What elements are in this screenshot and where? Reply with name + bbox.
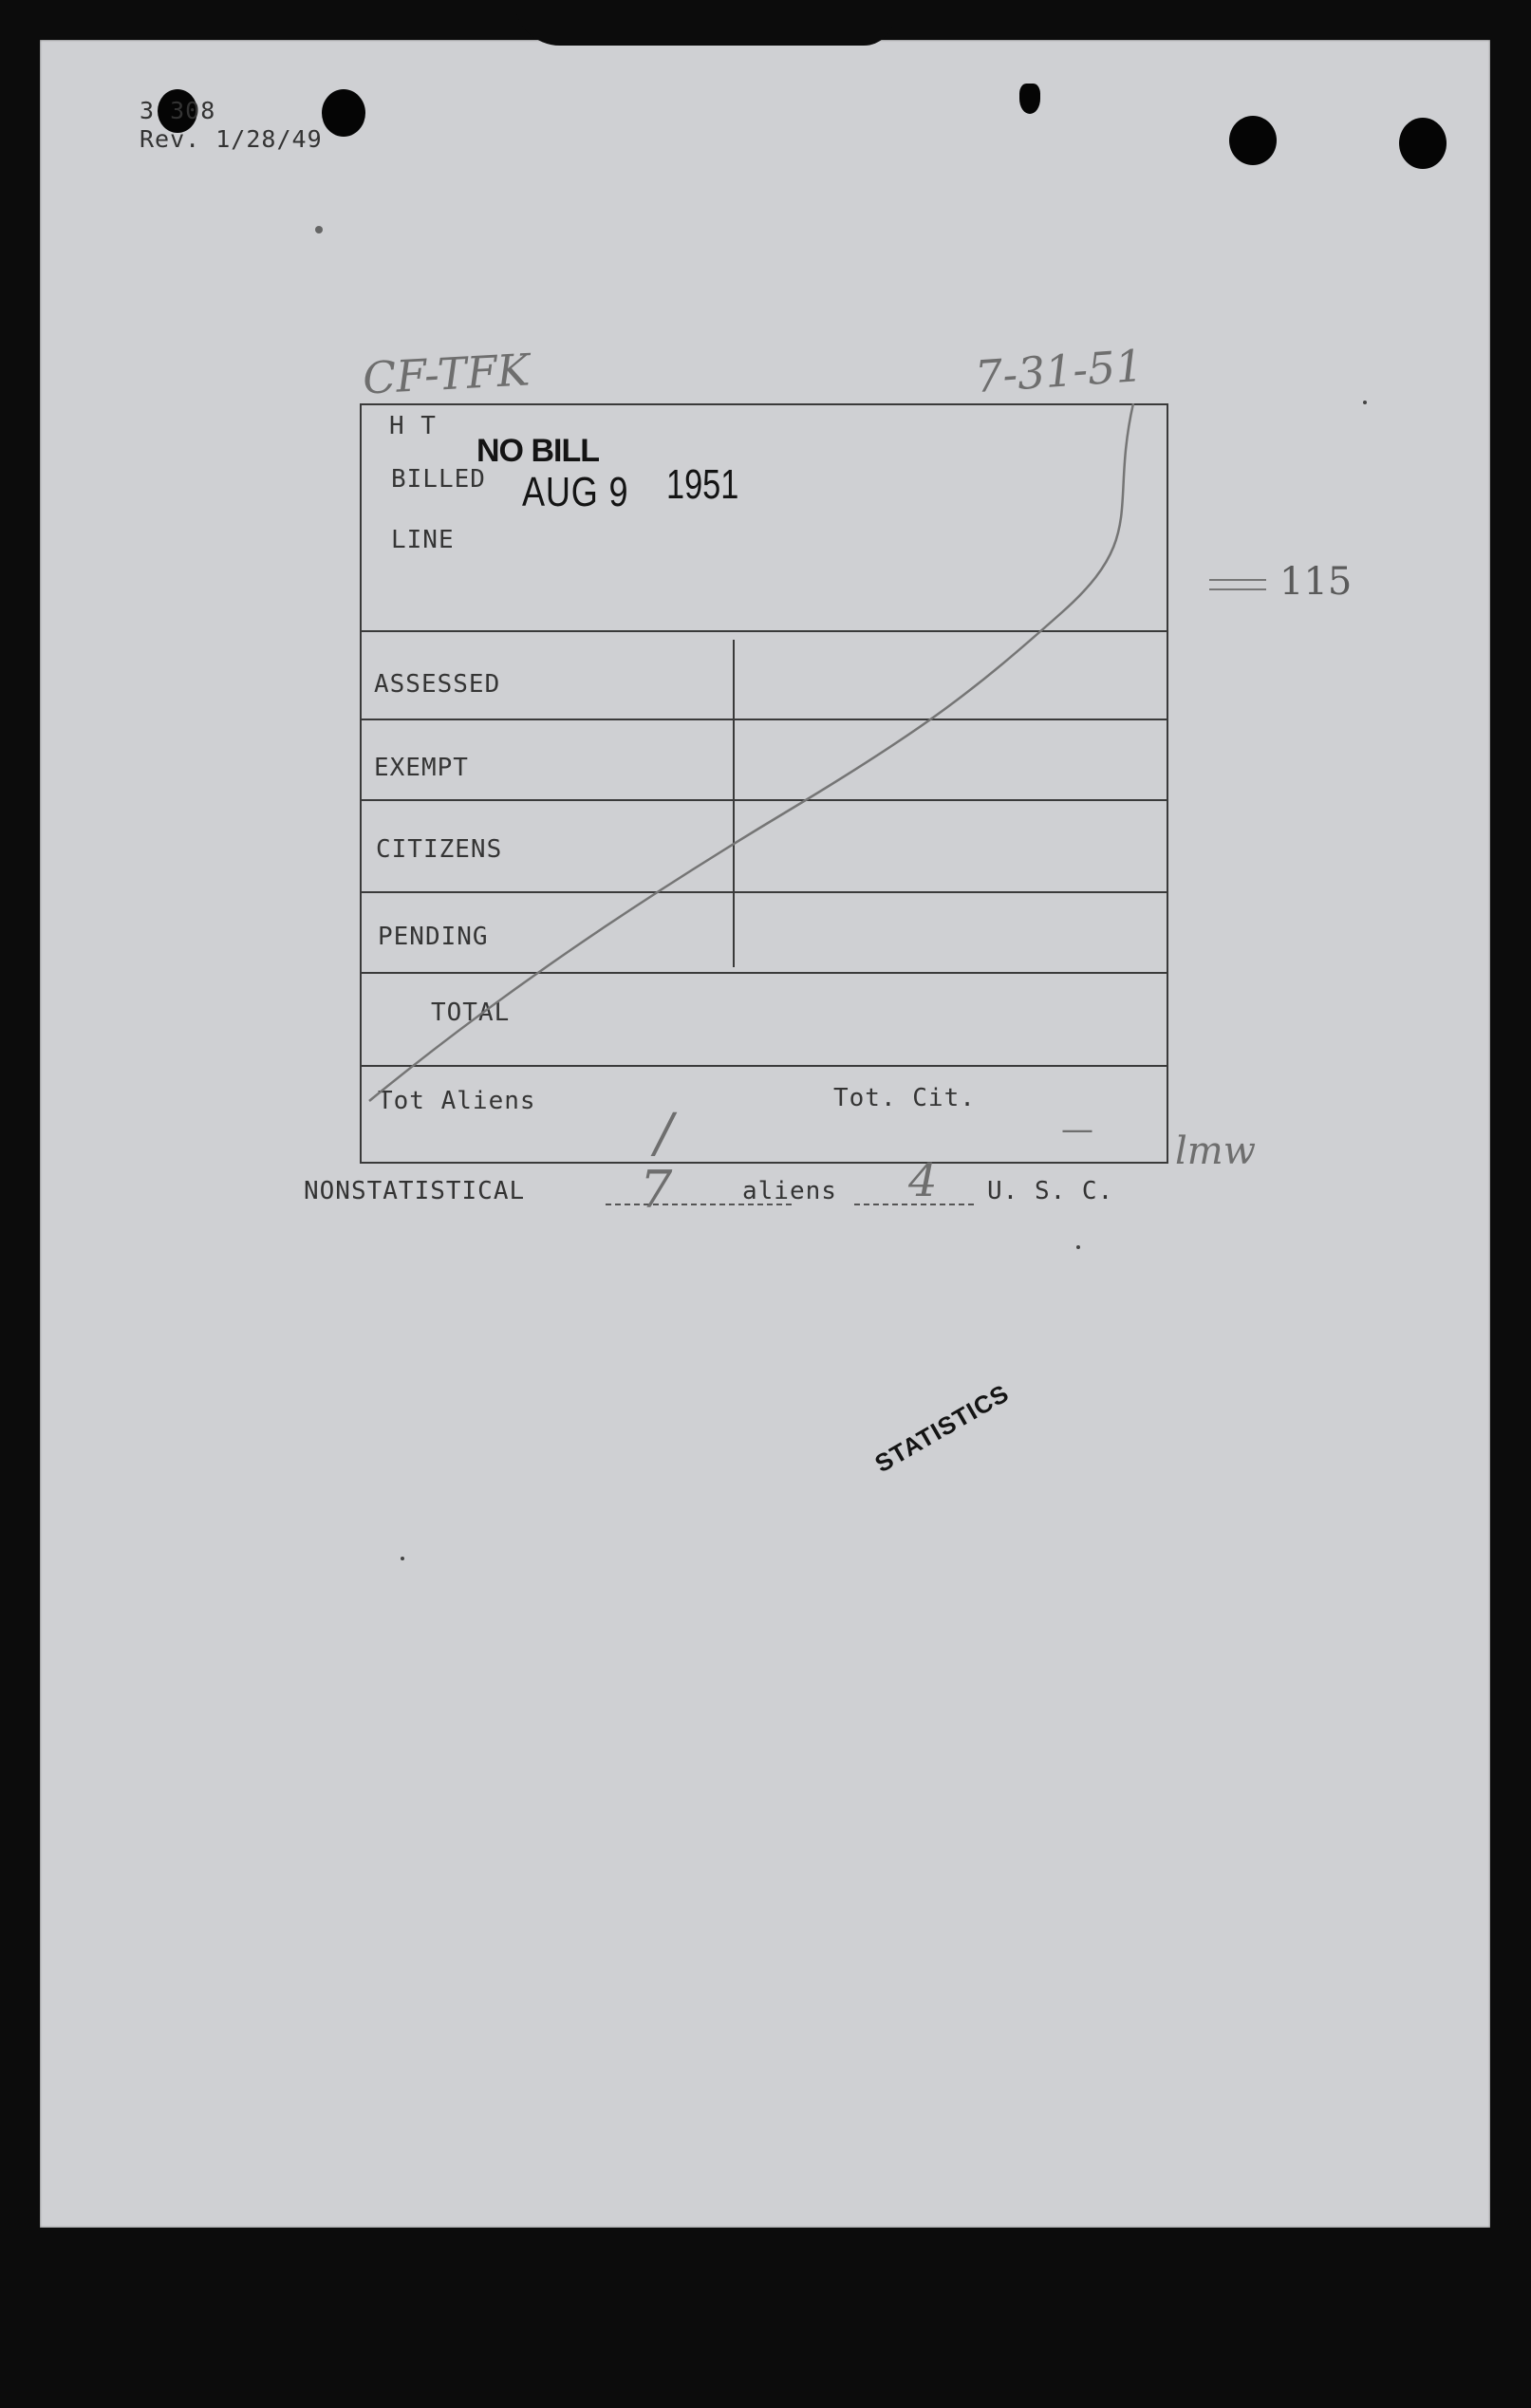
punch-hole-4 xyxy=(1399,118,1447,169)
header-line-line: LINE xyxy=(391,526,455,554)
handwritten-code: CF-TFK xyxy=(361,344,532,404)
speck xyxy=(1363,401,1367,404)
date-stamp-month-day: AUG 9 xyxy=(522,469,629,515)
total-label: TOTAL xyxy=(431,999,511,1027)
aliens-count-handwritten: 7 xyxy=(640,1160,673,1220)
row-label-citizens: CITIZENS xyxy=(376,835,503,864)
no-bill-stamp: NO BILL xyxy=(476,433,599,469)
form-identifier xyxy=(140,97,323,154)
document-page xyxy=(40,40,1490,2228)
punch-hole-3 xyxy=(1229,116,1277,165)
speck xyxy=(1076,1245,1080,1249)
form-revision: Rev. 1/28/49 xyxy=(140,125,323,153)
speck xyxy=(315,226,323,233)
tot-cit-mark: — xyxy=(1061,1111,1093,1148)
tear-mark xyxy=(1019,84,1040,114)
row-label-pending: PENDING xyxy=(378,923,489,951)
form-number: 3 308 xyxy=(140,97,216,124)
torn-edge xyxy=(514,0,894,46)
handwritten-date: 7-31-51 xyxy=(973,339,1146,403)
page-number-stamp: 115 xyxy=(1209,560,1352,604)
statistics-stamp: STATISTICS xyxy=(869,1378,1015,1479)
usc-count-handwritten: 4 xyxy=(908,1154,938,1207)
handwritten-initials: lmw xyxy=(1175,1129,1256,1173)
nonstatistical-line xyxy=(304,1177,1114,1205)
punch-hole-2 xyxy=(322,89,365,137)
row-label-assessed: ASSESSED xyxy=(374,670,501,699)
tot-cit-label: Tot. Cit. xyxy=(833,1084,976,1112)
aliens-tally-mark: / xyxy=(655,1103,673,1165)
row-label-exempt: EXEMPT xyxy=(374,754,469,782)
date-stamp-year: 1951 xyxy=(666,461,739,508)
header-line-billed: BILLED xyxy=(391,465,486,494)
usc-label: U. S. C. xyxy=(987,1177,1114,1205)
aliens-label: aliens xyxy=(742,1177,837,1205)
cancel-stroke xyxy=(360,403,1167,1125)
tot-aliens-label: Tot Aliens xyxy=(378,1087,536,1115)
header-line-ht: H T xyxy=(389,412,437,440)
nonstatistical-label: NONSTATISTICAL xyxy=(304,1177,526,1205)
speck xyxy=(401,1557,404,1560)
